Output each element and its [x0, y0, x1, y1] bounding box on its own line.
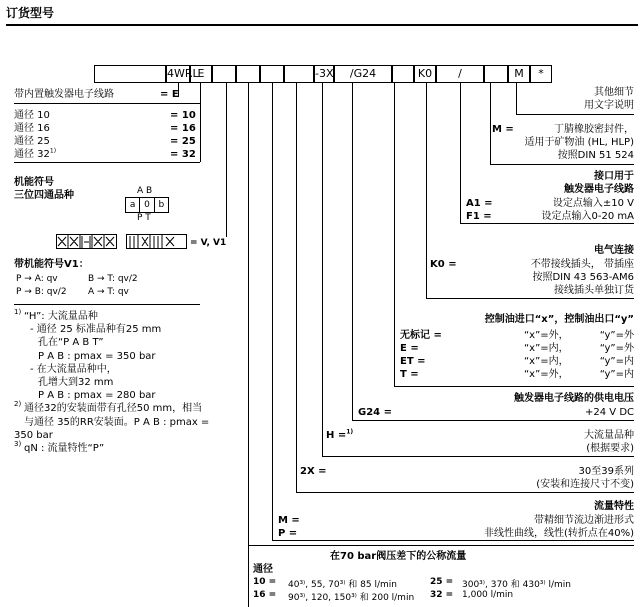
code-box-7: -3X [314, 65, 334, 83]
code-box-8: /G24 [334, 65, 392, 83]
note-line-5: 孔增大到32 mm [38, 377, 114, 388]
v1-flow-0-text: P → A: qv [16, 274, 58, 284]
interface-heading-1: 接口用于 [594, 171, 634, 182]
code-box-6 [284, 65, 314, 83]
symbol-subheading: 三位四通品种 [14, 190, 74, 201]
connector-line [394, 386, 634, 387]
divider [14, 304, 200, 305]
valve-symbol-full-icon [56, 234, 188, 250]
connector-line [14, 162, 200, 163]
symbol-ports-top: A B [137, 186, 153, 196]
connector-line [394, 83, 395, 386]
size-label-0 [14, 110, 50, 122]
size-code-3: = 32 [170, 149, 196, 160]
connector-line [516, 83, 517, 114]
note-number: 2) [14, 400, 22, 409]
high-flow-line-2: (根据要求) [586, 443, 634, 454]
pilot-code-2: ET = [400, 356, 426, 367]
electrical-line-2: 按照DIN 43 563-AM6 [532, 272, 634, 283]
connector-line [460, 223, 634, 224]
note-number: 1) [14, 308, 22, 316]
note-line-9: 350 bar [14, 429, 53, 441]
page-title: 订货型号 [6, 6, 55, 20]
pilot-x-2: “x”=内， [524, 356, 569, 367]
connector-line [272, 83, 273, 540]
flow-char-p-text: 非线性曲线，线性(转折点在40%) [483, 528, 634, 539]
size-text: 通径 25 [14, 136, 50, 147]
connector-line [490, 164, 634, 165]
series-code: 2X = [300, 466, 327, 477]
interface-f1-code: F1 = [466, 211, 492, 222]
interface-a1-code: A1 = [466, 198, 493, 209]
size-label-2 [14, 136, 50, 148]
pilot-code-1: E = [400, 343, 419, 354]
series-line-1: 30至39系列 [578, 466, 634, 477]
symbol-cell-a: a [126, 198, 140, 212]
title-rule [6, 24, 638, 26]
note-line-6: P A B : pmax = 280 bar [38, 390, 156, 402]
high-flow-line-1: 大流量品种 [584, 430, 634, 441]
seal-line-3: 按照DIN 51 524 [557, 150, 634, 161]
valve-type-code: = E [160, 89, 179, 100]
note-line-2: 孔在“P A B T” [38, 337, 104, 349]
pilot-y-2: “y”=内 [599, 356, 634, 367]
symbol-ports-bottom: P T [137, 213, 151, 223]
pilot-y-3: “y”=内 [599, 369, 634, 380]
code-box-5 [260, 65, 284, 83]
flow-char-heading: 流量特性 [594, 501, 634, 512]
note-line-3: P A B : pmax = 350 bar [38, 350, 156, 362]
size-label-3 [14, 149, 56, 161]
symbol-heading: 机能符号 [14, 177, 54, 188]
connector-line [296, 492, 634, 493]
size-label: 通径 [253, 564, 273, 575]
pilot-y-1: “y”=外 [599, 343, 634, 354]
other-details-1: 其他细节 [594, 87, 634, 98]
nominal-values2-1: 1,000 l/min [462, 590, 514, 600]
connector-line [226, 83, 227, 237]
symbol-code: = V, V1 [190, 238, 227, 248]
size-text: 通径 16 [14, 123, 50, 134]
other-details-2: 用文字说明 [584, 100, 634, 111]
note-number: 3) [14, 440, 22, 448]
nominal-size-0: 10 = [253, 577, 277, 587]
seal-code: M = [492, 124, 514, 135]
electrical-code: K0 = [430, 259, 457, 270]
note-line-4: - 在大流量品种中， [30, 363, 117, 375]
note-line-0: “H”: 大流量品种 [24, 311, 98, 322]
nominal-size2-1: 32 = [430, 590, 454, 600]
interface-f1-text: 设定点输入0-20 mA [541, 211, 634, 222]
size-code-0: = 10 [170, 110, 196, 121]
interface-heading-2: 触发器电子线路 [564, 184, 634, 195]
pilot-heading: 控制油进口“x”，控制油出口“y” [484, 314, 634, 325]
v1-flow-1-text2: A → T: qv [88, 287, 129, 297]
note-line-8: 与通径 35的RR安装面。P A B : pmax = [24, 416, 210, 428]
size-text: 通径 10 [14, 110, 50, 121]
nominal-size2-0: 25 = [430, 577, 454, 587]
nominal-values-1: 90³⁾, 120, 150³⁾ 和 200 l/min [288, 593, 415, 603]
code-box-14: * [530, 65, 552, 83]
code-box-0 [94, 65, 166, 83]
series-line-2: (安装和连接尺寸不变) [536, 479, 634, 490]
supply-text: +24 V DC [585, 407, 634, 418]
connector-line [322, 83, 323, 456]
size-code-2: = 25 [170, 136, 196, 147]
seal-line-2: 适用于矿物油 (HL, HLP) [524, 137, 634, 148]
v1-heading: 带机能符号V1： [14, 259, 89, 270]
code-box-13: M [508, 65, 530, 83]
pilot-code-3: T = [400, 369, 419, 380]
seal-line-1: 丁腈橡胶密封件， [554, 124, 634, 135]
code-box-1: 4WRL [166, 65, 190, 83]
supply-heading: 触发器电子线路的供电电压 [514, 393, 634, 404]
valve-symbol [125, 197, 169, 213]
electrical-line-3: 接线插头单独订货 [554, 285, 634, 296]
connector-line [296, 83, 297, 492]
connector-line [426, 83, 427, 298]
flow-char-p-code: P = [278, 528, 298, 539]
high-flow-code: H =$^{1)}$ [326, 428, 354, 441]
symbol-cell-b: b [158, 200, 165, 210]
v1-flow-1-text: P → B: qv/2 [16, 287, 67, 297]
connector-line [272, 540, 634, 541]
code-box-3 [212, 65, 236, 83]
electrical-line-1: 不带接线插头， 带插座 [530, 259, 634, 270]
code-box-10: K0 [414, 65, 436, 83]
pilot-y-0: “y”=外 [599, 330, 634, 341]
interface-a1-text: 设定点输入±10 V [552, 198, 634, 209]
note-line-1: - 通径 25 标准品种有25 mm [30, 324, 162, 336]
pilot-x-1: “x”=内， [524, 343, 569, 354]
size-label-1 [14, 123, 50, 135]
nominal-size-1: 16 = [253, 590, 277, 600]
connector-line [248, 545, 634, 546]
electrical-heading: 电气连接 [594, 245, 634, 256]
connector-line [516, 114, 634, 115]
pilot-code-0: 无标记 = [400, 330, 442, 341]
code-box-11: / [436, 65, 484, 83]
connector-line [352, 83, 353, 420]
code-box-2: E [190, 65, 212, 83]
nominal-values-0: 40³⁾, 55, 70³⁾ 和 85 l/min [288, 580, 397, 590]
flow-char-m-text: 带精细节流边渐进形式 [534, 515, 634, 526]
divider [14, 103, 200, 104]
connector-line [460, 83, 461, 223]
supply-code: G24 = [358, 407, 392, 418]
code-box-4 [236, 65, 260, 83]
nominal-values2-0: 300³⁾, 370 和 430³⁾ l/min [462, 580, 571, 590]
size-footnote: 1) [49, 147, 57, 155]
connector-line [322, 456, 634, 457]
connector-line [426, 298, 634, 299]
size-code-1: = 16 [170, 123, 196, 134]
connector-line [248, 83, 249, 607]
connector-line [490, 83, 491, 164]
connector-line [200, 83, 201, 162]
nominal-heading: 在70 bar阀压差下的公称流量 [330, 551, 467, 562]
connector-line [352, 420, 634, 421]
note-line-10: qN : 流量特性“P” [24, 443, 105, 454]
size-text: 通径 32 [14, 149, 50, 160]
code-box-12 [484, 65, 508, 83]
flow-char-m-code: M = [278, 515, 300, 526]
code-box-9 [392, 65, 414, 83]
pilot-x-0: “x”=外， [524, 330, 569, 341]
symbol-cell-0: 0 [140, 198, 154, 212]
valve-type-label: 带内置触发器电子线路 [14, 89, 114, 100]
note-line-7: 通径32的安装面带有孔径50 mm，相当 [24, 403, 203, 415]
v1-flow-0-text2: B → T: qv/2 [88, 274, 138, 284]
pilot-x-3: “x”=外， [524, 369, 569, 380]
